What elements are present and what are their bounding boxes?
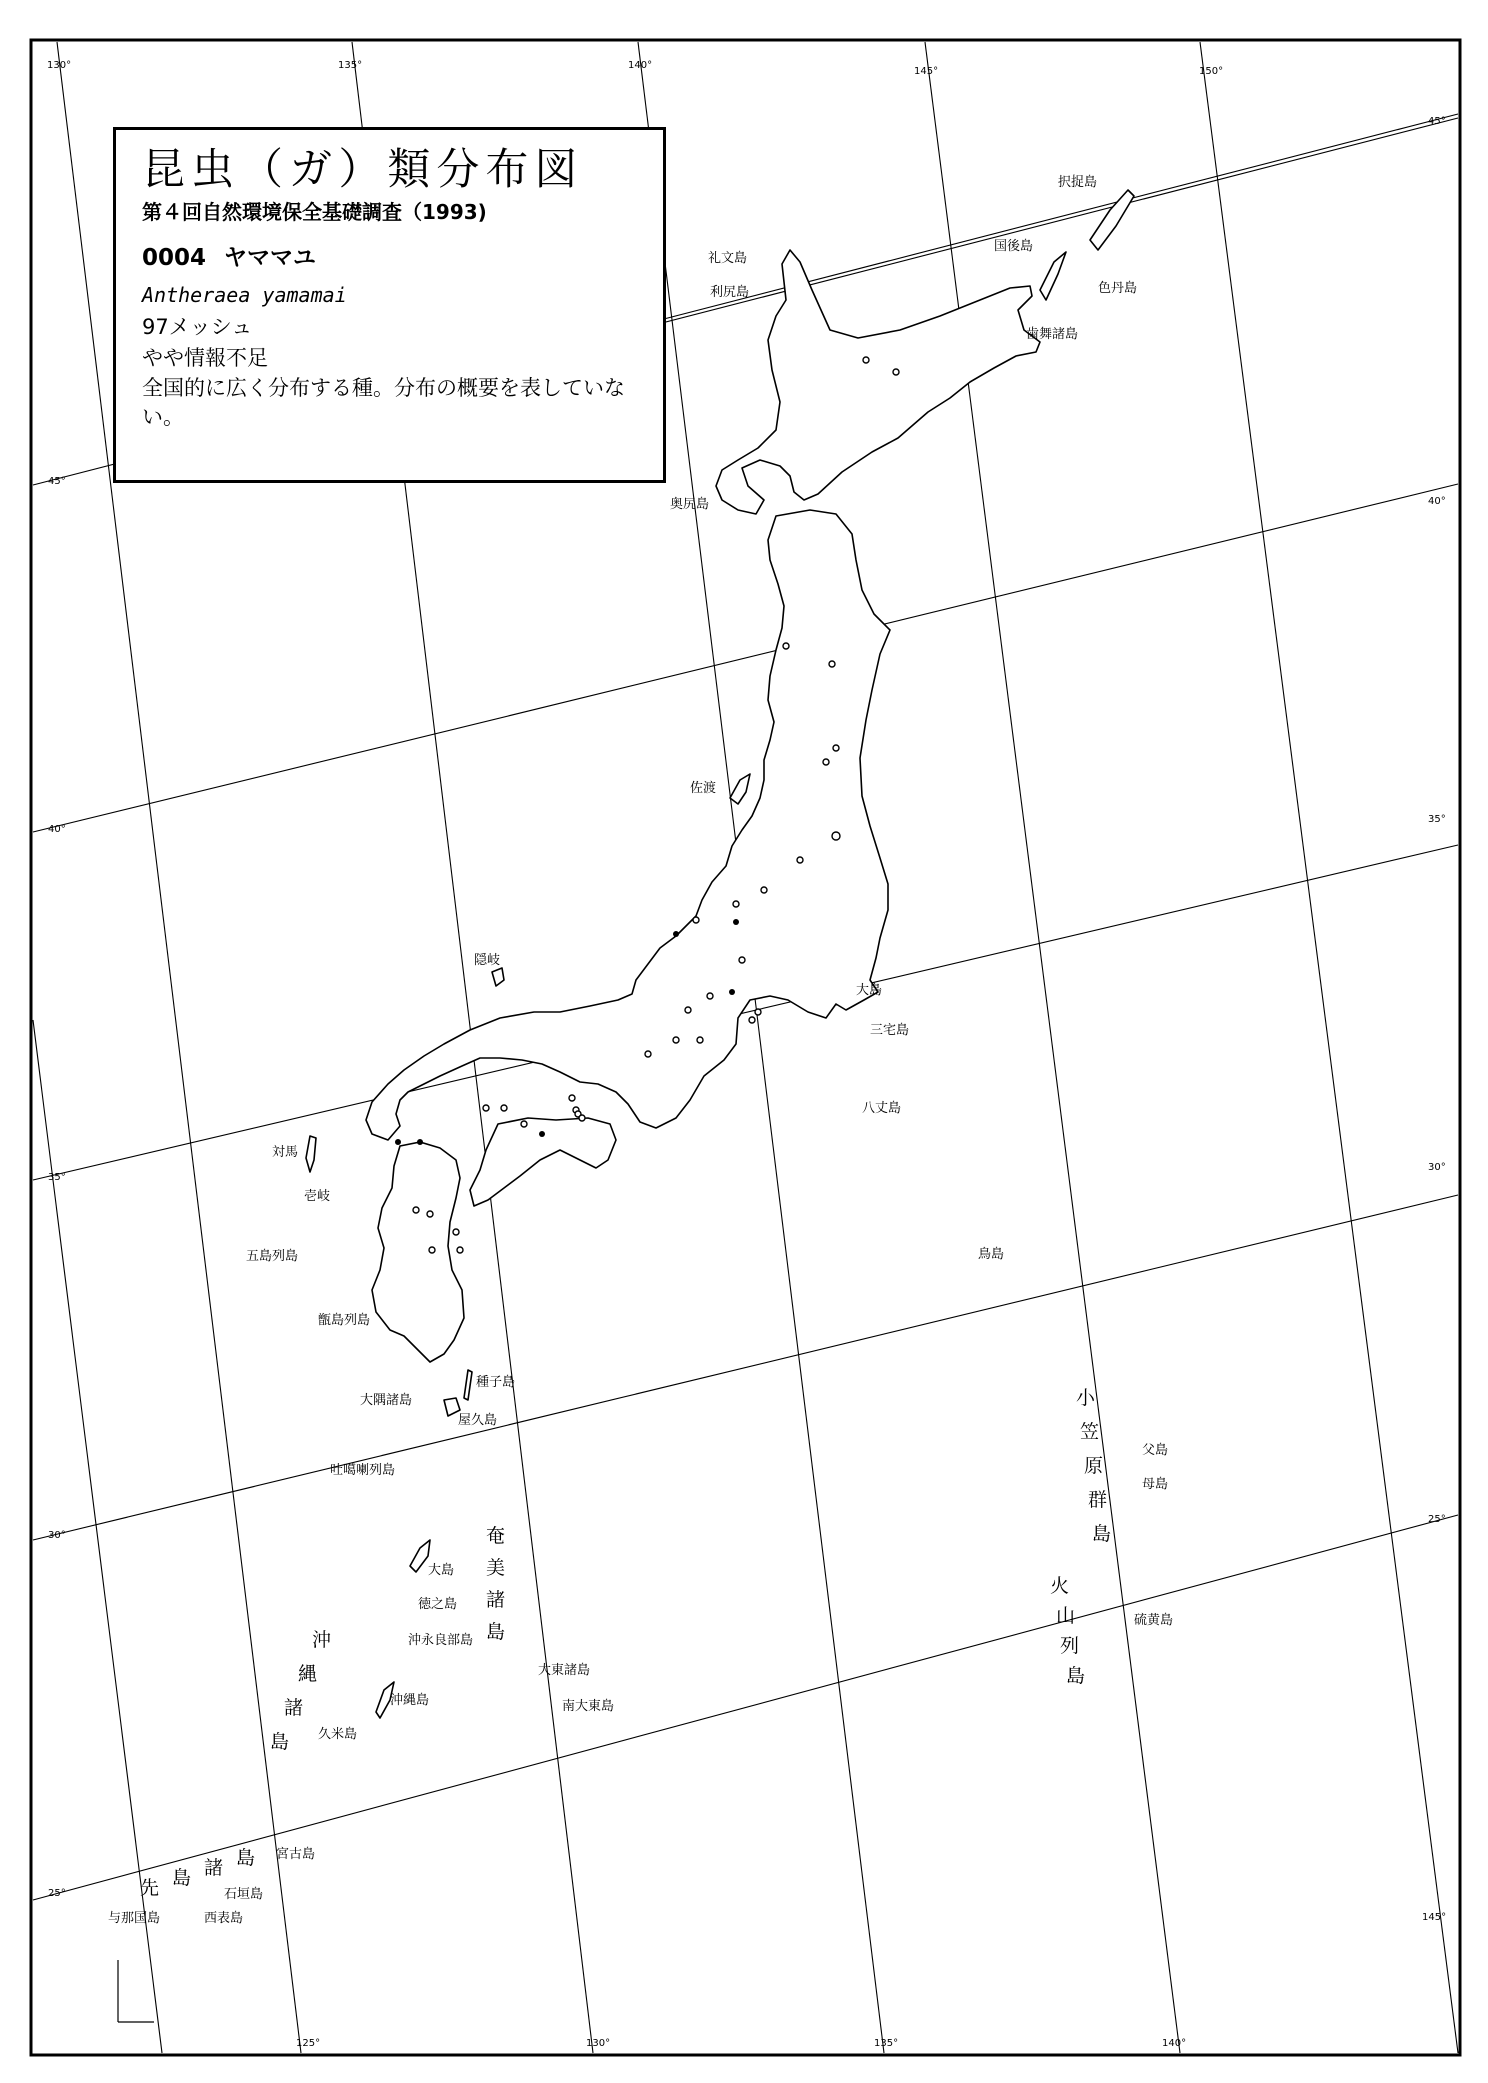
label-habomai: 歯舞諸島 — [1026, 327, 1079, 342]
coord-top-140: 140° — [628, 60, 653, 71]
coord-bottom-140: 140° — [1162, 2038, 1187, 2049]
label-iriomote: 西表島 — [204, 1911, 244, 1926]
label-goto: 五島列島 — [246, 1249, 299, 1264]
kazan-label-4: 島 — [1066, 1665, 1086, 1687]
coord-left-45: 45° — [48, 476, 66, 487]
corner-mark — [118, 1960, 154, 2022]
ogasawara-label-2: 笠 — [1080, 1421, 1100, 1443]
label-kunashiri: 国後島 — [994, 239, 1034, 254]
coord-right-30: 30° — [1428, 1162, 1446, 1173]
record-circle — [823, 759, 829, 765]
label-hahajima: 母島 — [1142, 1477, 1169, 1492]
kazan-label-1: 火 — [1050, 1575, 1070, 1597]
coord-left-25: 25° — [48, 1888, 66, 1899]
label-tanegashima: 種子島 — [476, 1375, 516, 1390]
label-shikotan: 色丹島 — [1098, 281, 1138, 296]
record-circle — [569, 1095, 575, 1101]
label-rebun: 礼文島 — [708, 251, 748, 266]
record-dot — [733, 919, 739, 925]
label-tsushima: 対馬 — [272, 1145, 299, 1160]
label-iki: 壱岐 — [304, 1189, 331, 1204]
scientific-name: Antheraea yamamai — [142, 283, 347, 307]
label-amami-oshima: 大島 — [428, 1563, 455, 1578]
label-yonaguni: 与那国島 — [108, 1911, 161, 1926]
record-circle — [707, 993, 713, 999]
record-circle — [829, 661, 835, 667]
info-status: やや情報不足 — [142, 346, 268, 370]
sakishima-label-1: 先 — [140, 1877, 160, 1899]
tanegashima-shape — [464, 1370, 472, 1400]
label-miyako: 宮古島 — [276, 1847, 316, 1862]
label-oki: 隠岐 — [474, 953, 501, 968]
record-dot — [673, 931, 679, 937]
coord-bottom-130: 130° — [586, 2038, 611, 2049]
amami-oshima-shape — [410, 1540, 430, 1572]
coord-top-150: 150° — [1199, 66, 1224, 77]
record-dot — [395, 1139, 401, 1145]
honshu-shape — [366, 510, 890, 1140]
hokkaido-shape — [716, 250, 1040, 514]
ogasawara-label-1: 小 — [1076, 1387, 1096, 1409]
record-circle — [645, 1051, 651, 1057]
species-heading — [142, 238, 647, 278]
record-circle — [453, 1229, 459, 1235]
amami-label-1: 奄 — [486, 1525, 506, 1547]
kyushu-shape — [372, 1142, 464, 1362]
tsushima-shape — [306, 1136, 316, 1172]
coord-right-bottom-145: 145° — [1422, 1912, 1447, 1923]
label-rishiri: 利尻島 — [710, 285, 750, 300]
record-circle — [833, 745, 839, 751]
ogasawara-label-3: 原 — [1084, 1455, 1104, 1477]
record-circle — [673, 1037, 679, 1043]
label-tokunoshima: 徳之島 — [418, 1597, 458, 1612]
record-circle — [501, 1105, 507, 1111]
species-code: 0004 — [142, 245, 207, 271]
species-name: ヤママユ — [224, 245, 317, 271]
amami-label-3: 諸 — [486, 1589, 506, 1611]
island-group-labels — [140, 1387, 1111, 1899]
amami-label-4: 島 — [486, 1621, 506, 1643]
record-circle — [832, 832, 840, 840]
parallel-45-line — [660, 114, 1458, 320]
coord-right-25: 25° — [1428, 1514, 1446, 1525]
kazan-label-2: 山 — [1056, 1605, 1076, 1627]
label-minamidaito: 南大東島 — [562, 1699, 615, 1714]
coord-left-40: 40° — [48, 824, 66, 835]
coord-right-45: 45° — [1428, 116, 1446, 127]
label-etorofu: 択捉島 — [1058, 175, 1098, 190]
mesh-count: 97メッシュ — [142, 315, 253, 339]
ogasawara-label-4: 群 — [1088, 1489, 1108, 1511]
record-circle — [783, 643, 789, 649]
amami-label-2: 美 — [486, 1557, 506, 1579]
record-circle — [579, 1115, 585, 1121]
ogasawara-label-5: 島 — [1092, 1523, 1112, 1545]
label-okinoerabu: 沖永良部島 — [408, 1633, 474, 1648]
label-koshiki: 甑島列島 — [318, 1313, 371, 1328]
record-circle — [413, 1207, 419, 1213]
coord-left-35: 35° — [48, 1172, 66, 1183]
label-chichijima: 父島 — [1142, 1443, 1169, 1458]
record-circle — [483, 1105, 489, 1111]
coord-right-35: 35° — [1428, 814, 1446, 825]
okinawa-label-4: 島 — [270, 1731, 290, 1753]
oki-shape — [492, 968, 504, 986]
record-circle — [749, 1017, 755, 1023]
survey-name: 第４回自然環境保全基礎調査（1993) — [142, 200, 487, 224]
record-circle — [739, 957, 745, 963]
map-title: 昆虫（ガ）類分布図 — [142, 145, 584, 195]
sakishima-label-3: 諸 — [204, 1857, 224, 1879]
label-torishima: 鳥島 — [978, 1247, 1005, 1262]
record-dot — [729, 989, 735, 995]
label-daito: 大東諸島 — [538, 1663, 591, 1678]
okinawa-label-1: 沖 — [312, 1629, 332, 1651]
record-dot — [417, 1139, 423, 1145]
sakishima-label-4: 島 — [236, 1847, 256, 1869]
label-hachijo: 八丈島 — [862, 1101, 902, 1116]
meridian-150-line — [1200, 42, 1458, 2053]
label-miyake: 三宅島 — [870, 1023, 910, 1038]
record-circle — [685, 1007, 691, 1013]
label-yakushima: 屋久島 — [458, 1413, 498, 1428]
okinawa-label-2: 縄 — [298, 1663, 318, 1685]
record-circle — [797, 857, 803, 863]
map-info-box — [113, 127, 666, 483]
kazan-label-3: 列 — [1060, 1635, 1080, 1657]
record-circle — [693, 917, 699, 923]
label-sado: 佐渡 — [690, 781, 717, 796]
coord-bottom-135: 135° — [874, 2038, 899, 2049]
okinawa-label-3: 諸 — [284, 1697, 304, 1719]
record-circle — [521, 1121, 527, 1127]
kunashiri-shape — [1040, 252, 1066, 300]
label-kume: 久米島 — [318, 1727, 358, 1742]
label-iwoto: 硫黄島 — [1134, 1613, 1174, 1628]
coord-left-30: 30° — [48, 1530, 66, 1541]
label-tokara: 吐噶喇列島 — [330, 1463, 396, 1478]
label-oshima: 大島 — [856, 983, 883, 998]
record-circle — [761, 887, 767, 893]
record-circle — [755, 1009, 761, 1015]
record-circle — [863, 357, 869, 363]
label-osumi: 大隅諸島 — [360, 1393, 413, 1408]
coord-bottom-125: 125° — [296, 2038, 321, 2049]
coord-top-145: 145° — [914, 66, 939, 77]
coord-right-40: 40° — [1428, 496, 1446, 507]
sakishima-label-2: 島 — [172, 1867, 192, 1889]
label-ishigaki: 石垣島 — [224, 1887, 264, 1902]
record-circle — [429, 1247, 435, 1253]
coord-top-130: 130° — [47, 60, 72, 71]
parallel-25-line — [33, 1515, 1458, 1900]
parallel-30-line — [33, 1195, 1458, 1540]
record-circle — [697, 1037, 703, 1043]
record-dot — [539, 1131, 545, 1137]
coord-top-135: 135° — [338, 60, 363, 71]
record-circle — [733, 901, 739, 907]
label-okinawa-island: 沖縄島 — [390, 1693, 430, 1708]
record-circle — [893, 369, 899, 375]
label-okushiri: 奥尻島 — [670, 497, 710, 512]
sado-shape — [730, 774, 750, 804]
record-circle — [457, 1247, 463, 1253]
etorofu-shape — [1090, 190, 1134, 250]
distribution-note: 全国的に広く分布する種。分布の概要を表していない。 — [142, 376, 625, 429]
record-circle — [427, 1211, 433, 1217]
